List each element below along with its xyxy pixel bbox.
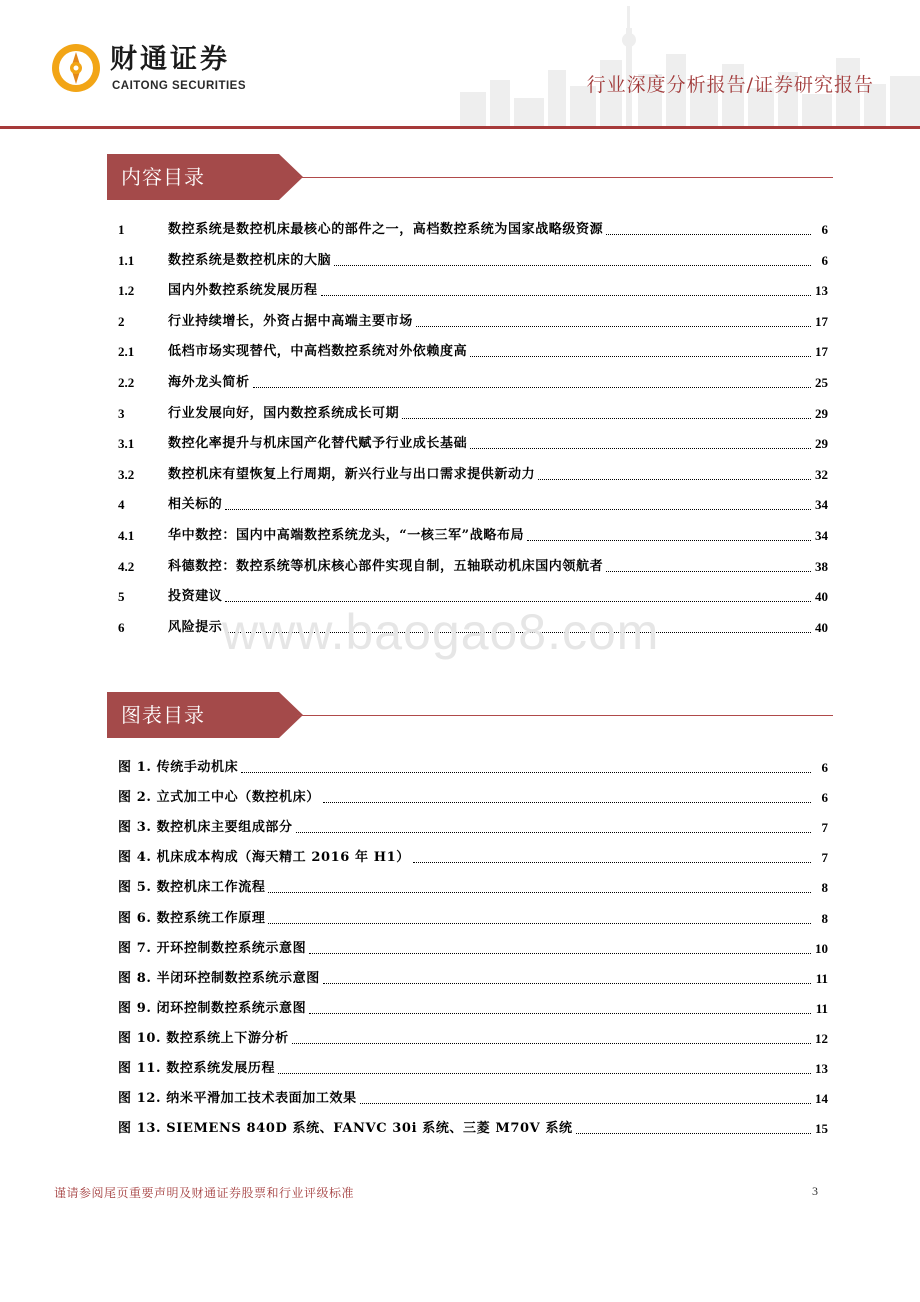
toc-entry[interactable] bbox=[118, 492, 828, 514]
figure-entry-title: 图 11. 数控系统发展历程 bbox=[118, 1061, 276, 1076]
toc-entry[interactable] bbox=[118, 523, 828, 545]
dot-leader bbox=[538, 478, 811, 480]
toc-entry[interactable] bbox=[118, 217, 828, 239]
dot-leader bbox=[321, 294, 811, 296]
toc-entry-title: 低档市场实现替代，中高档数控系统对外依赖度高 bbox=[168, 344, 468, 360]
caitong-logo-icon bbox=[50, 42, 102, 94]
figure-entry[interactable] bbox=[118, 785, 828, 807]
header-divider bbox=[0, 126, 920, 129]
figure-entry[interactable] bbox=[118, 936, 828, 958]
toc-entry-number: 2.1 bbox=[118, 344, 135, 360]
figure-entry-title: 图 10. 数控系统上下游分析 bbox=[118, 1030, 289, 1046]
report-type-label: 行业深度分析报告/证券研究报告 bbox=[586, 74, 874, 96]
watermark: www.baogao8.com bbox=[222, 604, 660, 660]
toc-entry-page: 38 bbox=[815, 558, 828, 574]
dot-leader bbox=[253, 386, 811, 388]
figure-entry-title: 图 6. 数控系统工作原理 bbox=[118, 910, 266, 926]
figure-entry-page: 7 bbox=[821, 850, 828, 866]
dot-leader bbox=[606, 570, 811, 572]
toc-entry-page: 40 bbox=[815, 589, 828, 605]
dot-leader bbox=[334, 264, 811, 266]
figures-section-title: 图表目录 bbox=[121, 703, 205, 727]
figure-entry[interactable] bbox=[118, 755, 828, 777]
toc-entry-number: 3.1 bbox=[118, 436, 135, 452]
dot-leader bbox=[323, 982, 811, 984]
toc-entry-number: 4 bbox=[118, 497, 125, 513]
toc-entry[interactable] bbox=[118, 248, 828, 270]
dot-leader bbox=[470, 355, 811, 357]
figure-entry-title: 图 3. 数控机床主要组成部分 bbox=[118, 820, 293, 836]
figure-entry-page: 11 bbox=[815, 970, 828, 986]
toc-entry-page: 29 bbox=[815, 405, 828, 421]
toc-entry-page: 17 bbox=[815, 344, 828, 360]
figure-entry[interactable] bbox=[118, 875, 828, 897]
figures-section-header bbox=[107, 692, 833, 738]
toc-entry-page: 25 bbox=[815, 375, 828, 390]
toc-entry[interactable] bbox=[118, 401, 828, 423]
toc-entry-number: 1.1 bbox=[118, 252, 135, 268]
figure-entry-page: 13 bbox=[815, 1061, 828, 1076]
brand-name-en: CAITONG SECURITIES bbox=[112, 80, 247, 92]
toc-entry-number: 6 bbox=[118, 619, 125, 635]
toc-entry-title: 海外龙头简析 bbox=[168, 375, 250, 390]
dot-leader bbox=[268, 891, 811, 893]
dot-leader bbox=[296, 831, 811, 833]
dot-leader bbox=[225, 600, 811, 602]
toc-entry-page: 40 bbox=[815, 619, 828, 635]
dot-leader bbox=[470, 447, 811, 449]
figure-entry-page: 12 bbox=[815, 1030, 828, 1046]
figure-entry-title: 图 4. 机床成本构成（海天精工 2016 年 H1） bbox=[118, 850, 410, 866]
toc-entry[interactable] bbox=[118, 554, 828, 576]
toc-entry-page: 29 bbox=[815, 436, 828, 452]
toc-entry-title: 风险提示 bbox=[168, 619, 223, 635]
toc-entry-title: 行业发展向好，国内数控系统成长可期 bbox=[168, 405, 400, 421]
toc-entry-number: 2 bbox=[118, 313, 125, 329]
toc-entry-title: 投资建议 bbox=[168, 589, 223, 605]
figure-entry-page: 15 bbox=[815, 1121, 828, 1137]
figure-entry-title: 图 12. 纳米平滑加工技术表面加工效果 bbox=[118, 1091, 357, 1107]
toc-entry-number: 3 bbox=[118, 405, 125, 421]
toc-entry[interactable] bbox=[118, 309, 828, 331]
toc-entry-number: 4.1 bbox=[118, 528, 135, 543]
figure-entry[interactable] bbox=[118, 1086, 828, 1108]
dot-leader bbox=[606, 233, 811, 235]
dot-leader bbox=[278, 1072, 811, 1074]
dot-leader bbox=[576, 1132, 811, 1134]
figure-entry-title: 图 1. 传统手动机床 bbox=[118, 760, 239, 775]
page-header bbox=[0, 0, 920, 132]
toc-entry[interactable] bbox=[118, 370, 828, 392]
figure-entry-title: 图 8. 半闭环控制数控系统示意图 bbox=[118, 970, 320, 986]
dot-leader bbox=[241, 771, 811, 773]
toc-entry[interactable] bbox=[118, 278, 828, 300]
toc-entry-number: 5 bbox=[118, 589, 125, 605]
toc-entry-title: 华中数控：国内中高端数控系统龙头，“一核三军”战略布局 bbox=[168, 528, 525, 543]
toc-section-header bbox=[107, 154, 833, 200]
toc-entry-number: 3.2 bbox=[118, 466, 135, 482]
figure-entry[interactable] bbox=[118, 845, 828, 867]
dot-leader bbox=[309, 952, 811, 954]
dot-leader bbox=[360, 1102, 811, 1104]
toc-entry-title: 数控系统是数控机床的大脑 bbox=[168, 252, 332, 268]
dot-leader bbox=[309, 1012, 811, 1014]
figure-entry-page: 6 bbox=[821, 760, 828, 775]
toc-entry-number: 1.2 bbox=[118, 283, 135, 299]
toc-entry-page: 6 bbox=[821, 222, 828, 237]
toc-section-title: 内容目录 bbox=[121, 165, 205, 189]
toc-entry-page: 34 bbox=[815, 497, 828, 513]
figure-entry[interactable] bbox=[118, 966, 828, 988]
toc-entry-title: 国内外数控系统发展历程 bbox=[168, 283, 318, 299]
footer-disclaimer: 谨请参阅尾页重要声明及财通证券股票和行业评级标准 bbox=[54, 1186, 355, 1200]
toc-entry-page: 13 bbox=[815, 283, 828, 299]
brand-name-cn: 财通证券 bbox=[110, 44, 230, 75]
figure-entry-page: 10 bbox=[815, 940, 828, 956]
figure-entry[interactable] bbox=[118, 906, 828, 928]
toc-entry-number: 1 bbox=[118, 222, 125, 237]
figure-entry-page: 14 bbox=[815, 1091, 828, 1107]
dot-leader bbox=[402, 417, 811, 419]
toc-entry[interactable] bbox=[118, 339, 828, 361]
figure-entry-title: 图 9. 闭环控制数控系统示意图 bbox=[118, 1000, 307, 1016]
dot-leader bbox=[225, 508, 811, 510]
figure-entry-page: 6 bbox=[821, 790, 828, 806]
toc-entry-number: 2.2 bbox=[118, 375, 135, 390]
toc-entry[interactable] bbox=[118, 462, 828, 484]
figure-entry-page: 11 bbox=[815, 1000, 828, 1016]
figure-entry-page: 7 bbox=[821, 820, 828, 836]
toc-entry-page: 32 bbox=[815, 466, 828, 482]
dot-leader bbox=[527, 539, 811, 541]
figure-entry-title: 图 7. 开环控制数控系统示意图 bbox=[118, 940, 307, 956]
page-number: 3 bbox=[812, 1184, 818, 1198]
toc-entry-title: 数控机床有望恢复上行周期，新兴行业与出口需求提供新动力 bbox=[168, 466, 536, 482]
toc-entry-page: 17 bbox=[815, 313, 828, 329]
toc-entry-title: 科德数控：数控系统等机床核心部件实现自制，五轴联动机床国内领航者 bbox=[168, 558, 604, 574]
figure-entry[interactable] bbox=[118, 1026, 828, 1048]
dot-leader bbox=[413, 861, 811, 863]
toc-entry-number: 4.2 bbox=[118, 558, 135, 574]
toc-entry-title: 数控系统是数控机床最核心的部件之一，高档数控系统为国家战略级资源 bbox=[168, 222, 604, 237]
section-rule bbox=[297, 177, 833, 178]
toc-entry-title: 行业持续增长，外资占据中高端主要市场 bbox=[168, 313, 413, 329]
figure-entry-page: 8 bbox=[821, 910, 828, 926]
figure-entry-title: 图 13. SIEMENS 840D 系统、FANVC 30i 系统、三菱 M70V 系统 bbox=[118, 1121, 573, 1137]
dot-leader bbox=[416, 325, 811, 327]
section-rule bbox=[297, 715, 833, 716]
dot-leader bbox=[268, 922, 811, 924]
figure-entry-title: 图 5. 数控机床工作流程 bbox=[118, 880, 266, 896]
toc-entry[interactable] bbox=[118, 431, 828, 453]
figure-entry[interactable] bbox=[118, 1056, 828, 1078]
figure-entry-page: 8 bbox=[821, 880, 828, 896]
toc-entry-title: 相关标的 bbox=[168, 497, 223, 513]
city-skyline-illustration bbox=[440, 0, 920, 132]
toc-entry-title: 数控化率提升与机床国产化替代赋予行业成长基础 bbox=[168, 436, 468, 452]
figure-entry[interactable] bbox=[118, 815, 828, 837]
toc-entry-page: 6 bbox=[821, 252, 828, 268]
dot-leader bbox=[292, 1042, 811, 1044]
toc-entry-page: 34 bbox=[815, 528, 828, 543]
figure-entry[interactable] bbox=[118, 1116, 828, 1138]
figure-entry[interactable] bbox=[118, 996, 828, 1018]
dot-leader bbox=[323, 801, 811, 803]
figure-entry-title: 图 2. 立式加工中心（数控机床） bbox=[118, 790, 320, 806]
